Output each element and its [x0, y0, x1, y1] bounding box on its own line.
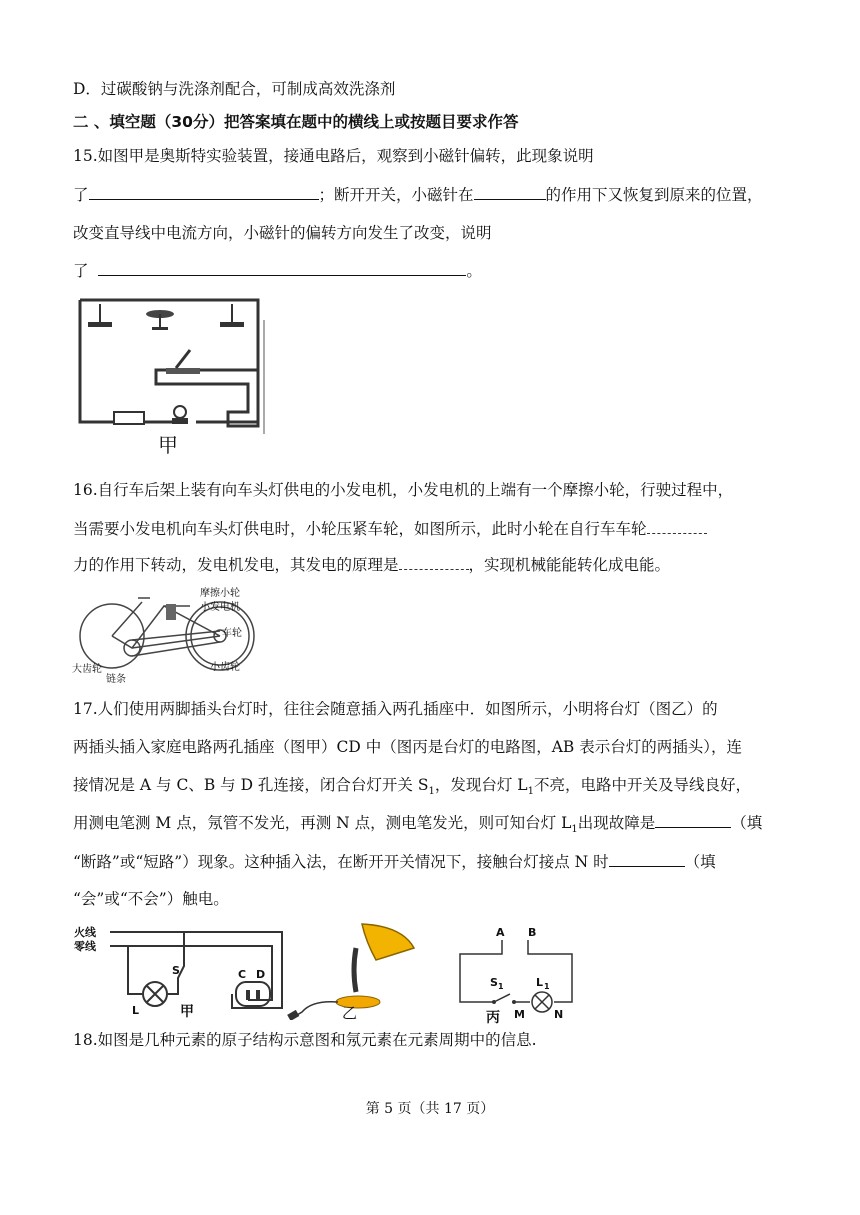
page-footer: 第 5 页（共 17 页）: [365, 1101, 495, 1117]
q16-blank-1[interactable]: [647, 519, 707, 534]
label-small-gear: 小齿轮: [210, 662, 240, 673]
label-wheel: 车轮: [222, 628, 242, 639]
q17-sub: 1: [527, 786, 534, 798]
label-a: A: [496, 926, 505, 939]
label-neutral: 零线: [74, 940, 96, 953]
section-title: 二 、填空题（30分）把答案填在题中的横线上或按题目要求作答: [73, 113, 519, 131]
q15-text: 了: [73, 186, 89, 204]
q15-text: 的作用下又恢复到原来的位置，: [545, 186, 763, 204]
q15-line4: [73, 260, 482, 282]
q17-line2: 两插头插入家庭电路两孔插座（图甲）CD 中（图丙是台灯的电路图，AB 表示台灯的两插头），连: [73, 738, 742, 756]
household-circuit-figure: [72, 918, 292, 1018]
label-big-gear: 大齿轮: [72, 664, 102, 675]
q15-blank-2[interactable]: [474, 185, 546, 200]
q16-text: 当需要小发电机向车头灯供电时，小轮压紧车轮，如图所示，此时小轮在自行车车轮: [73, 520, 647, 538]
fig-caption-bing: 丙: [486, 1010, 500, 1024]
q18-line1: 18.如图是几种元素的原子结构示意图和氖元素在元素周期中的信息.: [73, 1031, 537, 1049]
q17-sub: 1: [428, 786, 435, 798]
label-s1: S: [490, 976, 498, 989]
q15-line3: 改变直导线中电流方向，小磁针的偏转方向发生了改变，说明: [73, 224, 492, 242]
label-c: C: [238, 968, 247, 981]
q17-text: 用测电笔测 M 点，氖管不发光，再测 N 点，测电笔发光，则可知台灯 L: [73, 814, 572, 832]
bicycle-figure: [72, 584, 272, 684]
label-s: S: [172, 964, 180, 977]
q17-line4: [73, 812, 762, 841]
q15-text: 了: [73, 262, 89, 280]
q16-text: 力的作用下转动，发电机发电，其发电的原理是: [73, 556, 399, 574]
fig-caption-jia: 甲: [158, 433, 178, 457]
q16-line2: [73, 518, 707, 540]
label-l: L: [132, 1004, 140, 1017]
q15-blank-1[interactable]: [89, 185, 319, 200]
q17-text: （填: [684, 853, 716, 871]
q17-text: 出现故障是: [577, 814, 656, 832]
q17-blank-2[interactable]: [609, 852, 685, 867]
q16-blank-2[interactable]: [399, 555, 469, 570]
q17-line3: [73, 774, 751, 803]
label-l1: L: [536, 976, 544, 989]
q17-line5: [73, 851, 716, 873]
q15-line2: [73, 184, 763, 206]
q16-line1: 16.自行车后架上装有向车头灯供电的小发电机，小发电机的上端有一个摩擦小轮，行驶过程中，: [73, 481, 734, 499]
q17-line6: “会”或“不会”）触电。: [73, 890, 229, 908]
label-generator: 小发电机: [200, 602, 240, 613]
label-m: M: [514, 1008, 525, 1021]
q17-line1: 17.人们使用两脚插头台灯时，往往会随意插入两孔插座中．如图所示，小明将台灯（图乙）的: [73, 700, 718, 718]
oersted-figure: [72, 294, 272, 458]
q15-text: ；断开开关，小磁针在: [318, 186, 474, 204]
q17-blank-1[interactable]: [655, 813, 731, 828]
q16-text: ，实现机械能能转化成电能。: [468, 556, 671, 574]
q17-text: （填: [731, 814, 763, 832]
fig-caption-jia2: 甲: [180, 1004, 194, 1018]
label-b: B: [528, 926, 537, 939]
q15-blank-3[interactable]: [98, 261, 466, 276]
q17-text: ，发现台灯 L: [434, 776, 528, 794]
label-live: 火线: [74, 926, 96, 939]
label-friction-wheel: 摩擦小轮: [200, 588, 240, 599]
q15-line1: 15.如图甲是奥斯特实验装置，接通电路后，观察到小磁针偏转，此现象说明: [73, 147, 594, 165]
q17-sub: 1: [571, 824, 578, 836]
label-l1-sub: 1: [544, 982, 550, 991]
q17-text: 接情况是 A 与 C、B 与 D 孔连接，闭合台灯开关 S: [73, 776, 429, 794]
lamp-circuit-figure: [454, 924, 584, 1024]
label-s1-sub: 1: [498, 982, 504, 991]
fig-caption-yi: 乙: [342, 1004, 358, 1020]
q17-text: “断路”或“短路”）现象。这种插入法，在断开开关情况下，接触台灯接点 N 时: [73, 853, 609, 871]
label-n: N: [554, 1008, 564, 1021]
label-chain: 链条: [106, 674, 126, 684]
label-d: D: [256, 968, 266, 981]
q17-text: 不亮，电路中开关及导线良好，: [533, 776, 751, 794]
option-d: D．过碳酸钠与洗涤剂配合，可制成高效洗涤剂: [73, 80, 396, 98]
q16-line3: [73, 554, 670, 576]
desk-lamp-figure: [282, 920, 422, 1020]
q15-text: 。: [466, 262, 482, 280]
